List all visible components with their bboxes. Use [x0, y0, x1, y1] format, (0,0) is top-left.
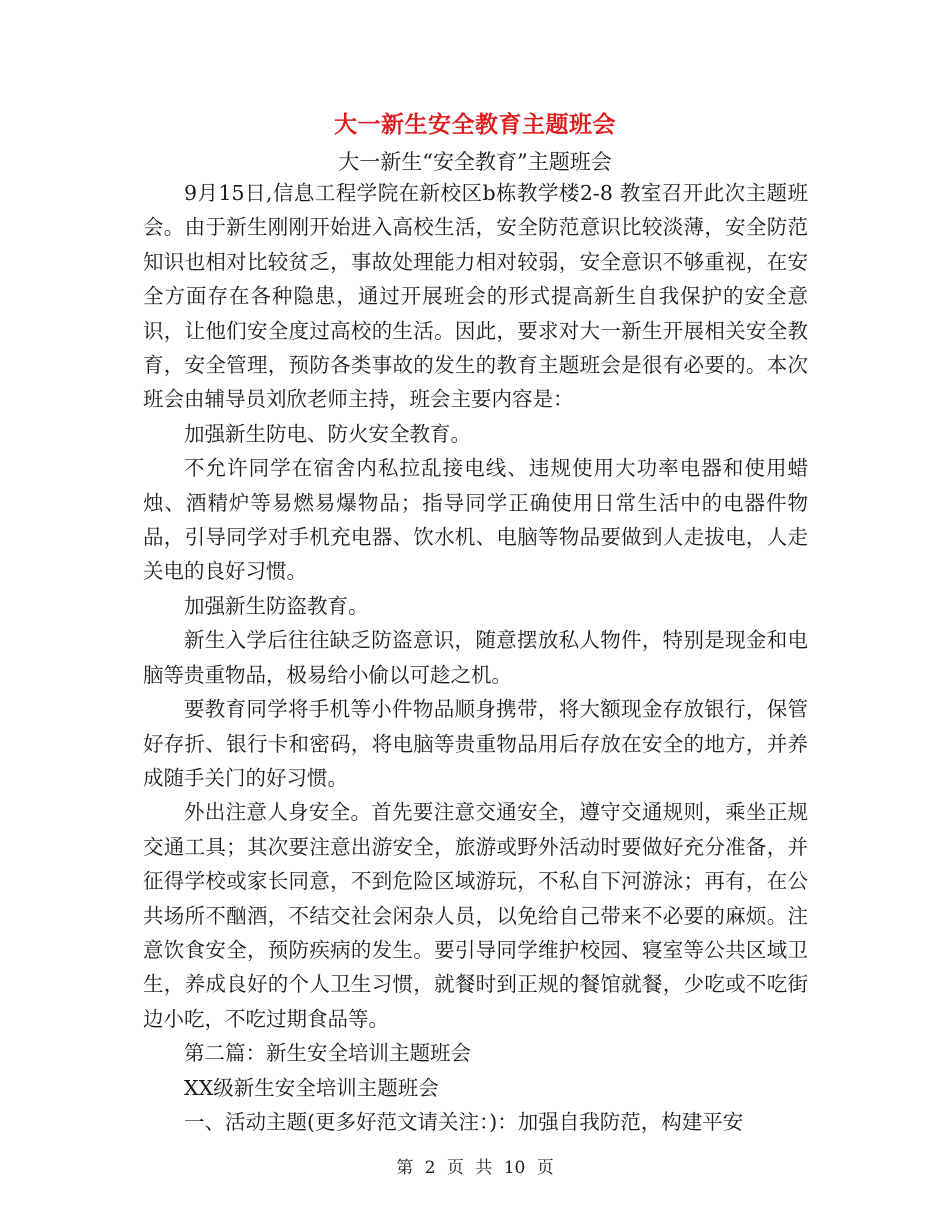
- paragraph-activity-theme: 一、活动主题(更多好范文请关注：)：加强自我防范，构建平安: [184, 1109, 744, 1134]
- paragraph-fire-details: 不允许同学在宿舍内私拉乱接电线、违规使用大功率电器和使用蜡烛、酒精炉等易燃易爆物品；指导同学正确使用日常生活中的电器件物品，引导同学对手机充电器、饮水机、电脑等物品要做到人走拔电，人走关电的良好习惯。: [143, 456, 808, 584]
- document-body: [143, 176, 808, 1139]
- paragraph-section-two-title: 第二篇：新生安全培训主题班会: [184, 1041, 471, 1066]
- paragraph-heading-theft: 加强新生防盗教育。: [184, 593, 369, 618]
- paragraph-outing-safety: 外出注意人身安全。首先要注意交通安全，遵守交通规则，乘坐正规交通工具；其次要注意出游安全，旅游或野外活动时要做好充分准备，并征得学校或家长同意，不到危险区域游玩，不私自下河游泳；再有，在公共场所不酗酒，不结交社会闲杂人员，以免给自己带来不必要的麻烦。注意饮食安全，预防疾病的发生。要引导同学维护校园、寝室等公共区域卫生，养成良好的个人卫生习惯，就餐时到正规的餐馆就餐，少吃或不吃街边小吃，不吃过期食品等。: [143, 800, 808, 1031]
- document-subtitle: 大一新生“安全教育”主题班会: [338, 150, 612, 174]
- page-number-footer: 第 2 页 共 10 页: [396, 1158, 554, 1178]
- paragraph-intro: 9月15日,信息工程学院在新校区b栋教学楼2-8 教室召开此次主题班会。由于新生刚刚开始进入高校生活，安全防范意识比较淡薄，安全防范知识也相对比较贫乏，事故处理能力相对较弱，安全意识不够重视，在安全方面存在各种隐患，通过开展班会的形式提高新生自我保护的安全意识，让他们安全度过高校的生活。因此，要求对大一新生开展相关安全教育，安全管理，预防各类事故的发生的教育主题班会是很有必要的。本次班会由辅导员刘欣老师主持，班会主要内容是：: [143, 181, 808, 412]
- paragraph-heading-fire: 加强新生防电、防火安全教育。: [184, 421, 471, 446]
- paragraph-theft-advice: 要教育同学将手机等小件物品顺身携带，将大额现金存放银行，保管好存折、银行卡和密码，将电脑等贵重物品用后存放在安全的地方，并养成随手关门的好习惯。: [143, 697, 808, 790]
- paragraph-theft-issue: 新生入学后往往缺乏防盗意识，随意摆放私人物件，特别是现金和电脑等贵重物品，极易给小偷以可趁之机。: [143, 628, 808, 687]
- paragraph-section-two-subtitle: XX级新生安全培训主题班会: [184, 1075, 439, 1100]
- document-title: 大一新生安全教育主题班会: [334, 111, 616, 138]
